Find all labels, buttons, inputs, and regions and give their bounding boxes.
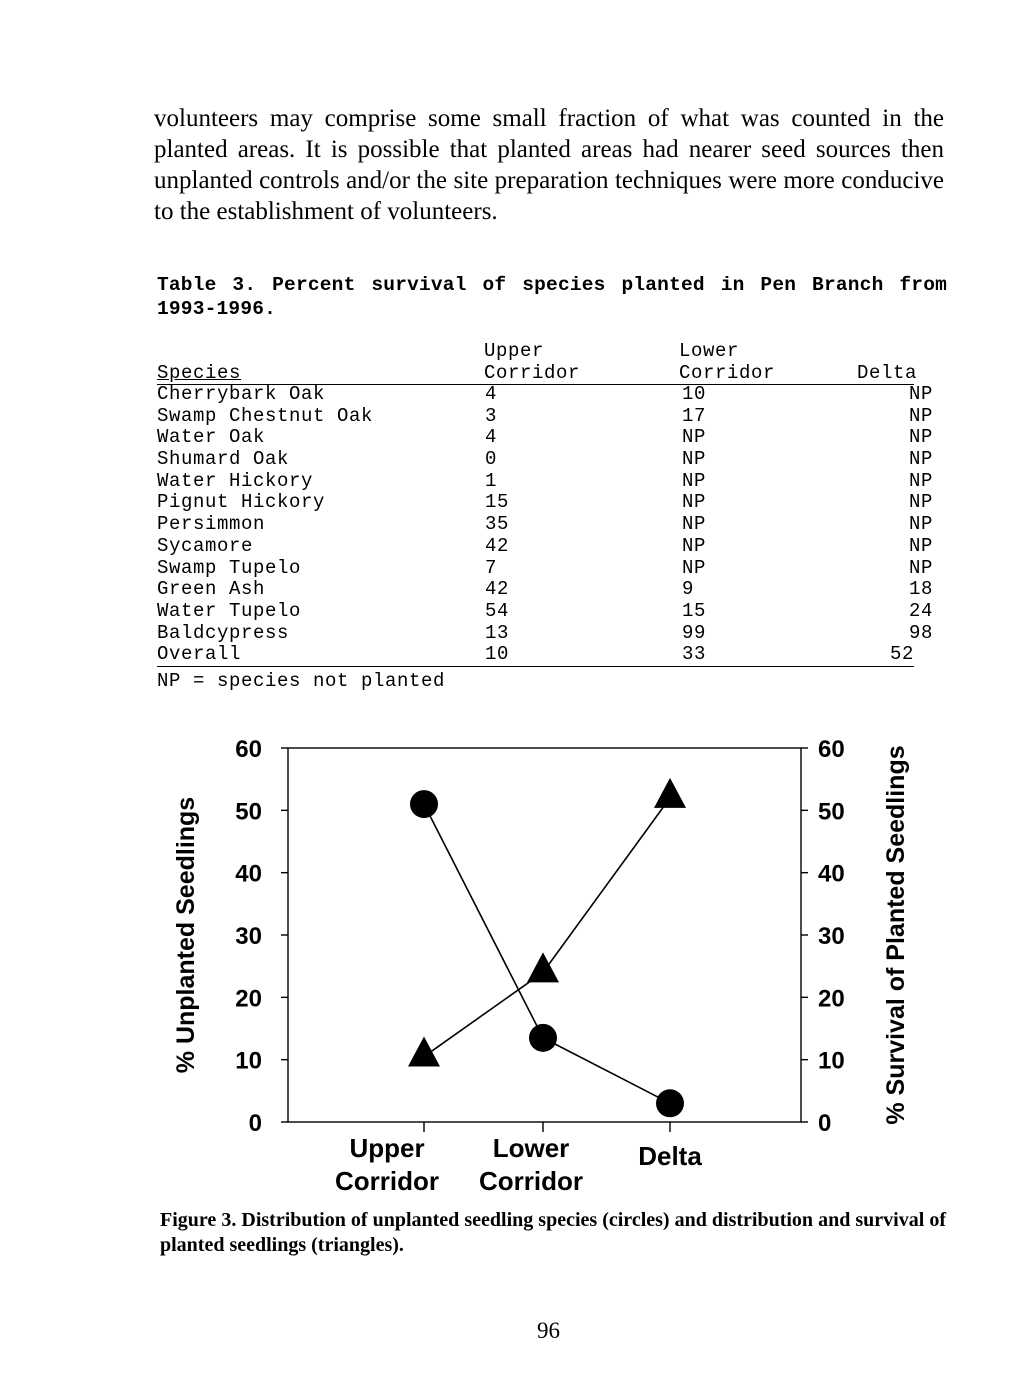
right-tick-label: 40 <box>818 860 845 888</box>
overall-rule <box>157 666 914 667</box>
table-row <box>157 427 933 449</box>
table-row <box>157 514 933 536</box>
table-row <box>157 601 933 623</box>
body-paragraph: volunteers may comprise some small fraction of what was counted in the planted areas. It is possible that planted areas had nearer seed sources then unplanted controls and/or the site preparation techniques were more conducive to the establishment of volunteers. <box>154 105 944 225</box>
cell-upper: 35 <box>485 513 510 536</box>
cell-lower: 15 <box>682 599 707 622</box>
cell-upper: 4 <box>485 383 498 405</box>
header-lower-line2: Corridor <box>679 362 776 384</box>
x-tick-label: Upper <box>349 1133 425 1163</box>
header-delta: Delta <box>856 362 917 384</box>
table-row <box>157 449 933 471</box>
cell-species: Water Hickory <box>157 469 314 492</box>
cell-delta: NP <box>908 556 933 579</box>
cell-delta: 24 <box>908 599 933 622</box>
cell-delta: NP <box>908 534 933 557</box>
cell-species: Water Tupelo <box>157 599 302 622</box>
cell-species: Persimmon <box>157 513 266 536</box>
right-tick-label: 30 <box>818 923 845 950</box>
cell-species: Shumard Oak <box>157 448 290 471</box>
cell-lower: 9 <box>682 578 695 601</box>
overall-lower: 33 <box>682 643 707 665</box>
table-note: NP = species not planted <box>157 670 446 692</box>
cell-lower: 99 <box>682 621 707 644</box>
cell-delta: NP <box>908 426 933 449</box>
x-tick-label: Delta <box>638 1141 702 1171</box>
survival-table <box>157 340 933 692</box>
cell-upper: 3 <box>485 404 498 427</box>
header-species: Species <box>157 362 242 384</box>
cell-delta: NP <box>908 513 933 536</box>
table-row <box>157 623 933 645</box>
table-body <box>157 384 933 644</box>
data-point-circle <box>410 790 438 818</box>
header-upper-line2: Corridor <box>484 362 581 384</box>
overall-label: Overall <box>157 643 242 665</box>
cell-lower: NP <box>682 556 707 579</box>
y-axis-label-left: % Unplanted Seedlings <box>172 796 200 1074</box>
data-point-triangle <box>654 778 686 808</box>
series-line-triangle <box>424 798 670 1057</box>
cell-species: Pignut Hickory <box>157 491 326 514</box>
cell-species: Swamp Chestnut Oak <box>157 404 374 427</box>
cell-lower: NP <box>682 426 707 449</box>
cell-delta: NP <box>908 469 933 492</box>
left-tick-label: 50 <box>235 798 262 826</box>
overall-upper: 10 <box>485 643 510 665</box>
data-point-circle <box>656 1089 684 1117</box>
left-tick-label: 30 <box>235 923 262 950</box>
right-tick-label: 20 <box>818 985 845 1013</box>
cell-delta: 98 <box>908 621 933 644</box>
header-upper-line1: Upper <box>484 340 545 362</box>
table-header <box>157 340 933 384</box>
seedling-chart <box>150 725 930 1205</box>
page-number: 96 <box>537 1318 560 1343</box>
cell-upper: 42 <box>485 534 510 557</box>
right-tick-label: 50 <box>818 798 845 826</box>
cell-lower: NP <box>682 469 707 492</box>
data-point-circle <box>529 1024 557 1052</box>
left-tick-label: 60 <box>235 736 262 763</box>
left-tick-label: 0 <box>248 1110 262 1137</box>
cell-upper: 1 <box>485 469 498 492</box>
cell-delta: NP <box>908 491 933 514</box>
overall-row <box>157 644 914 666</box>
header-upper <box>484 340 580 384</box>
table-row <box>157 384 933 406</box>
cell-species: Swamp Tupelo <box>157 556 302 579</box>
right-tick-label: 10 <box>818 1047 845 1075</box>
cell-lower: NP <box>682 491 707 514</box>
table-caption: Table 3. Percent survival of species planted in Pen Branch from 1993-1996. <box>157 274 947 320</box>
data-point-triangle <box>408 1037 440 1067</box>
x-tick-label: Lower <box>492 1133 570 1163</box>
y-axis-label-right: % Survival of Planted Seedlings <box>882 745 910 1125</box>
cell-delta: NP <box>908 383 933 405</box>
cell-species: Cherrybark Oak <box>157 383 326 405</box>
cell-lower: NP <box>682 448 707 471</box>
cell-upper: 7 <box>485 556 498 579</box>
table-row <box>157 536 933 558</box>
cell-upper: 42 <box>485 578 510 601</box>
cell-upper: 15 <box>485 491 510 514</box>
table-row <box>157 492 933 514</box>
cell-upper: 4 <box>485 426 498 449</box>
cell-species: Baldcypress <box>157 621 290 644</box>
table-row <box>157 406 933 428</box>
right-tick-label: 0 <box>818 1110 832 1137</box>
x-tick-label: Corridor <box>335 1166 439 1196</box>
cell-species: Water Oak <box>157 426 266 449</box>
x-tick-label: Corridor <box>479 1166 583 1196</box>
cell-species: Sycamore <box>157 534 254 557</box>
cell-upper: 0 <box>485 448 498 471</box>
cell-upper: 54 <box>485 599 510 622</box>
cell-lower: NP <box>682 534 707 557</box>
left-tick-label: 20 <box>235 985 262 1013</box>
overall-delta: 52 <box>889 643 914 665</box>
header-lower <box>679 340 775 384</box>
left-tick-label: 40 <box>235 860 262 888</box>
header-lower-line1: Lower <box>679 340 740 362</box>
cell-lower: NP <box>682 513 707 536</box>
cell-delta: 18 <box>908 578 933 601</box>
table-row <box>157 471 933 493</box>
cell-upper: 13 <box>485 621 510 644</box>
figure-caption: Figure 3. Distribution of unplanted seedling species (circles) and distribution and survival of planted seedlings (triangles). <box>160 1209 946 1256</box>
plot-frame <box>288 748 801 1122</box>
cell-lower: 17 <box>682 404 707 427</box>
cell-delta: NP <box>908 404 933 427</box>
table-row <box>157 579 933 601</box>
cell-lower: 10 <box>682 383 707 405</box>
table-row <box>157 558 933 580</box>
right-tick-label: 60 <box>818 736 845 763</box>
cell-species: Green Ash <box>157 578 266 601</box>
left-tick-label: 10 <box>235 1047 262 1075</box>
cell-delta: NP <box>908 448 933 471</box>
